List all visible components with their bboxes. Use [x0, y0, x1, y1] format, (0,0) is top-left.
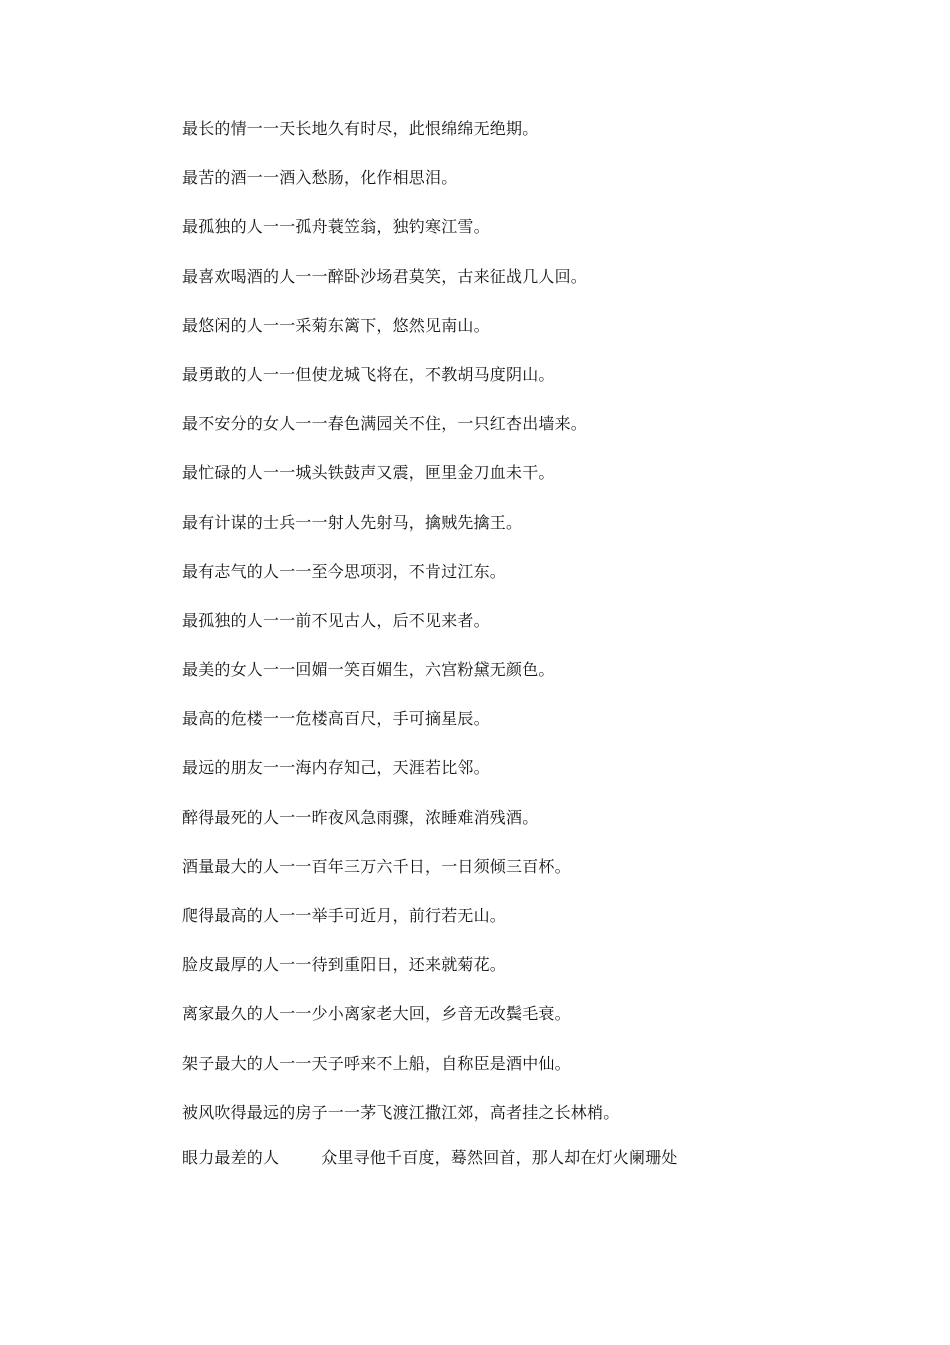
poem-line: 最不安分的女人一一春色满园关不住，一只红杏出墙来。	[182, 414, 588, 434]
poem-line: 最苦的酒一一酒入愁肠，化作相思泪。	[182, 168, 458, 188]
poem-line: 爬得最高的人一一举手可近月，前行若无山。	[182, 906, 507, 925]
poem-line: 酒量最大的人一一百年三万六千日，一日须倾三百杯。	[182, 856, 571, 876]
poem-line-last	[182, 1145, 678, 1171]
poem-line-list	[182, 116, 882, 1138]
poem-line: 最忙碌的人一一城头铁鼓声又震，匣里金刀血未干。	[182, 463, 555, 483]
poem-line: 最美的女人一一回媚一笑百媚生，六宫粉黛无颜色。	[182, 660, 555, 680]
poem-line: 离家最久的人一一少小离家老大回，乡音无改鬓毛衰。	[182, 1004, 571, 1024]
poem-line: 被风吹得最远的房子一一茅飞渡江撒江郊，高者挂之长林梢。	[182, 1102, 620, 1122]
poem-line: 最孤独的人一一前不见古人，后不见来者。	[182, 610, 490, 630]
poem-line: 最长的情一一天长地久有时尽，此恨绵绵无绝期。	[182, 119, 539, 138]
poem-line: 醉得最死的人一一昨夜风急雨骤，浓睡难消残酒。	[182, 807, 539, 827]
poem-line: 最悠闲的人一一采菊东篱下，悠然见南山。	[182, 315, 490, 335]
poem-line: 最喜欢喝酒的人一一醉卧沙场君莫笑，古来征战几人回。	[182, 266, 588, 286]
poem-line: 最高的危楼一一危楼高百尺，手可摘星辰。	[182, 709, 490, 729]
poem-line-last-verse: 众里寻他千百度，蓦然回首，那人却在灯火阑珊处	[321, 1148, 678, 1167]
poem-line: 脸皮最厚的人一一待到重阳日，还来就菊花。	[182, 955, 507, 975]
poem-line: 架子最大的人一一天子呼来不上船，自称臣是酒中仙。	[182, 1053, 571, 1073]
poem-line: 最有志气的人一一至今思项羽，不肯过江东。	[182, 561, 507, 581]
poem-line: 最有计谋的士兵一一射人先射马，擒贼先擒王。	[182, 512, 523, 532]
poem-line: 最远的朋友一一海内存知己，天涯若比邻。	[182, 758, 490, 778]
poem-line: 最勇敢的人一一但使龙城飞将在，不教胡马度阴山。	[182, 364, 555, 384]
poem-line-last-subject: 眼力最差的人	[182, 1148, 280, 1167]
poem-line: 最孤独的人一一孤舟蓑笠翁，独钓寒江雪。	[182, 217, 490, 237]
